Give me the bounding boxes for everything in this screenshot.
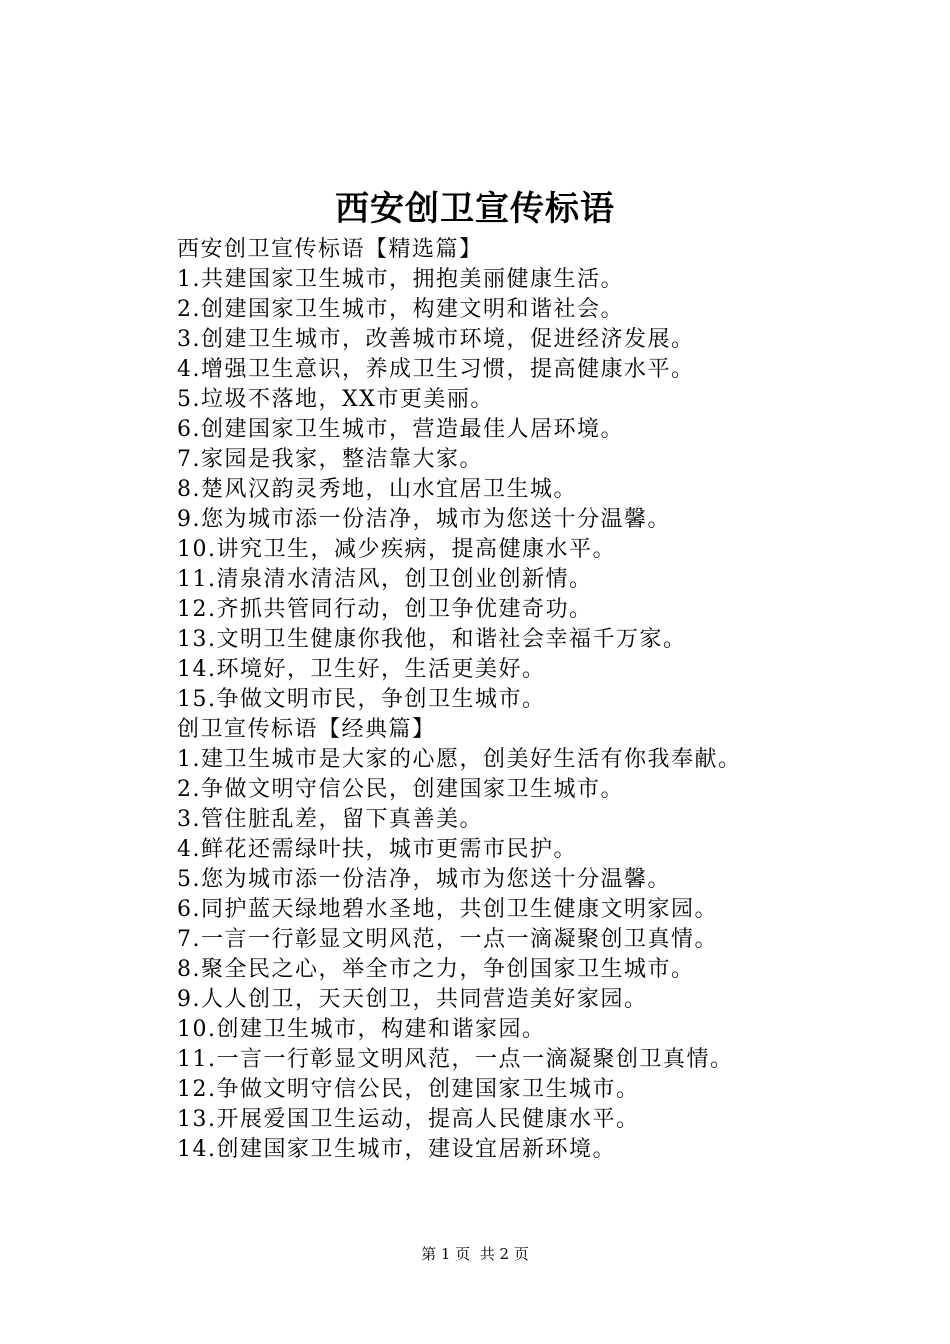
slogan-line: 8.聚全民之心，举全市之力，争创国家卫生城市。 bbox=[177, 957, 695, 982]
slogan-line: 10.创建卫生城市，构建和谐家园。 bbox=[177, 1017, 546, 1042]
slogan-line: 14.创建国家卫生城市，建设宜居新环境。 bbox=[177, 1137, 616, 1162]
slogan-line: 1.建卫生城市是大家的心愿，创美好生活有你我奉献。 bbox=[177, 747, 742, 772]
slogan-line: 14.环境好，卫生好，生活更美好。 bbox=[177, 657, 546, 682]
slogan-line: 11.一言一行彰显文明风范，一点一滴凝聚创卫真情。 bbox=[177, 1047, 734, 1072]
slogan-line: 13.文明卫生健康你我他，和谐社会幸福千万家。 bbox=[177, 627, 687, 652]
slogan-line: 4.鲜花还需绿叶扶，城市更需市民护。 bbox=[177, 837, 577, 862]
slogan-line: 6.同护蓝天绿地碧水圣地，共创卫生健康文明家园。 bbox=[177, 897, 718, 922]
section-heading-selected: 西安创卫宣传标语【精选篇】 bbox=[177, 237, 483, 262]
slogan-line: 7.一言一行彰显文明风范，一点一滴凝聚创卫真情。 bbox=[177, 927, 718, 952]
slogan-line: 12.争做文明守信公民，创建国家卫生城市。 bbox=[177, 1077, 640, 1102]
slogan-line: 9.人人创卫，天天创卫，共同营造美好家园。 bbox=[177, 987, 648, 1012]
slogan-line: 10.讲究卫生，减少疾病，提高健康水平。 bbox=[177, 537, 616, 562]
slogan-line: 5.您为城市添一份洁净，城市为您送十分温馨。 bbox=[177, 867, 671, 892]
section-heading-classic: 创卫宣传标语【经典篇】 bbox=[177, 717, 436, 742]
slogan-line: 7.家园是我家，整洁靠大家。 bbox=[177, 447, 483, 472]
page-number-footer: 第 1 页 共 2 页 bbox=[421, 1245, 529, 1263]
slogan-line: 11.清泉清水清洁风，创卫创业创新情。 bbox=[177, 567, 593, 592]
slogan-line: 5.垃圾不落地，XX市更美丽。 bbox=[177, 387, 494, 412]
slogan-line: 8.楚风汉韵灵秀地，山水宜居卫生城。 bbox=[177, 477, 577, 502]
slogan-line: 4.增强卫生意识，养成卫生习惯，提高健康水平。 bbox=[177, 357, 695, 382]
slogan-line: 3.创建卫生城市，改善城市环境，促进经济发展。 bbox=[177, 327, 695, 352]
slogan-line: 2.争做文明守信公民，创建国家卫生城市。 bbox=[177, 777, 624, 802]
slogan-line: 1.共建国家卫生城市，拥抱美丽健康生活。 bbox=[177, 267, 624, 292]
slogan-line: 2.创建国家卫生城市，构建文明和谐社会。 bbox=[177, 297, 624, 322]
slogan-line: 15.争做文明市民，争创卫生城市。 bbox=[177, 687, 546, 712]
document-body bbox=[177, 235, 857, 1165]
document-title: 西安创卫宣传标语 bbox=[335, 189, 615, 229]
slogan-line: 12.齐抓共管同行动，创卫争优建奇功。 bbox=[177, 597, 593, 622]
slogan-line: 13.开展爱国卫生运动，提高人民健康水平。 bbox=[177, 1107, 640, 1132]
slogan-line: 9.您为城市添一份洁净，城市为您送十分温馨。 bbox=[177, 507, 671, 532]
slogan-line: 6.创建国家卫生城市，营造最佳人居环境。 bbox=[177, 417, 624, 442]
slogan-line: 3.管住脏乱差，留下真善美。 bbox=[177, 807, 483, 832]
